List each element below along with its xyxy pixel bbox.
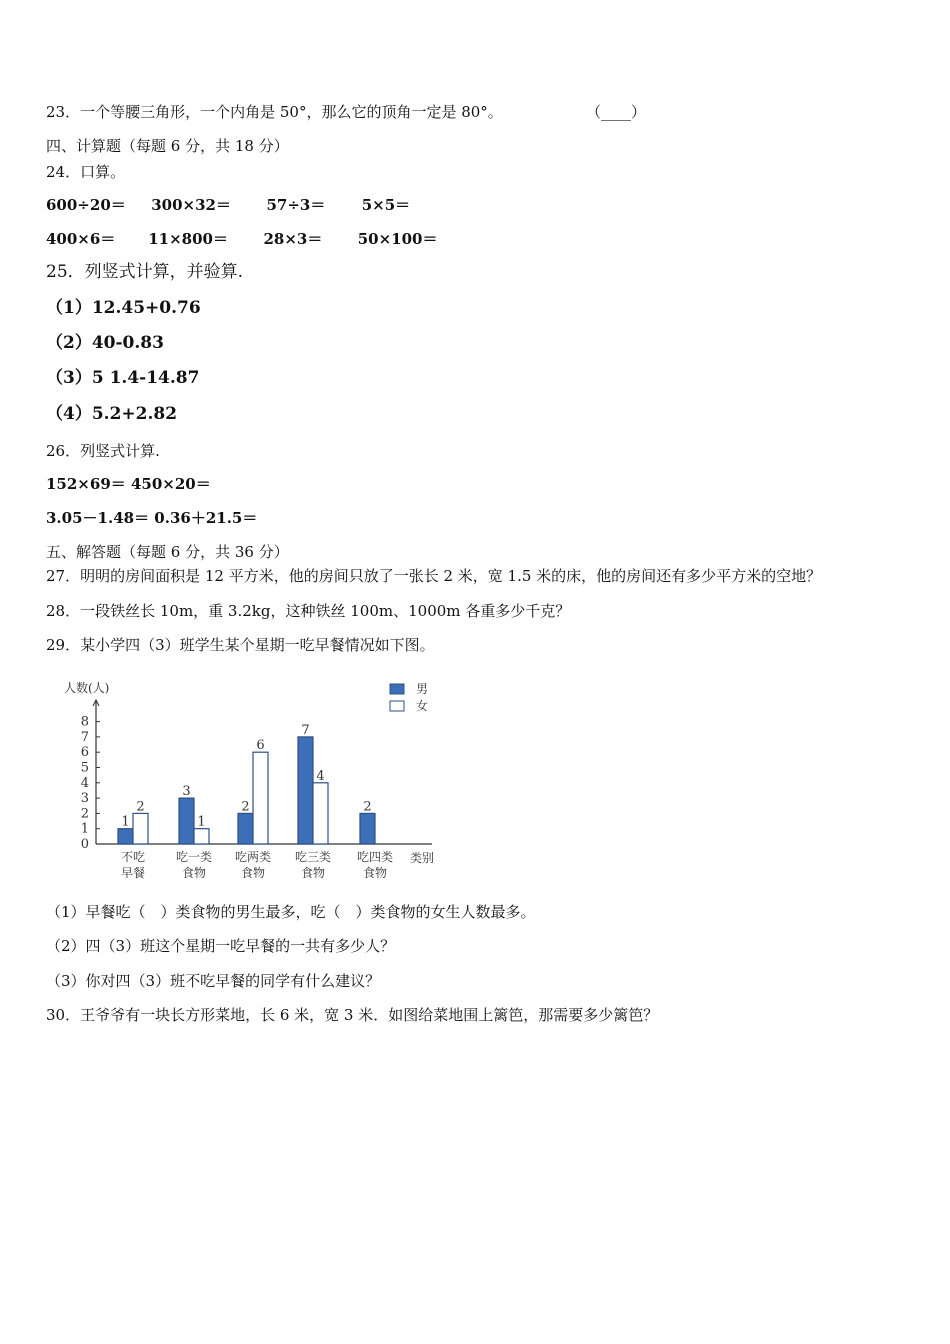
q24-row2 bbox=[46, 229, 437, 249]
q25-item-1: （1）12.45+0.76 bbox=[46, 298, 201, 318]
q24-row1 bbox=[46, 195, 410, 215]
x-category-label: 吃两类 bbox=[234, 850, 272, 864]
q23 bbox=[46, 102, 647, 122]
q25-item-3: （3）5 1.4-14.87 bbox=[46, 368, 200, 388]
q24-item: 5×5＝ bbox=[361, 196, 411, 214]
x-category-label: 食物 bbox=[362, 866, 388, 880]
bar-male bbox=[298, 737, 313, 844]
bar-value-label: 3 bbox=[182, 784, 191, 800]
q24-item: 57÷3＝ bbox=[266, 196, 326, 214]
bar-value-label: 2 bbox=[241, 799, 250, 815]
q29-sub2: （2）四（3）班这个星期一吃早餐的一共有多少人？ bbox=[46, 937, 396, 955]
y-tick-label: 5 bbox=[80, 760, 89, 776]
q24-item: 400×6＝ bbox=[46, 230, 116, 248]
q23-answer-blank[interactable]: （____） bbox=[586, 103, 647, 121]
y-tick-label: 4 bbox=[80, 775, 89, 791]
q23-text: 23．一个等腰三角形，一个内角是 50°，那么它的顶角一定是 80°。 bbox=[46, 103, 503, 121]
q24-item: 11×800＝ bbox=[148, 230, 228, 248]
bar-value-label: 7 bbox=[301, 722, 310, 738]
y-tick-label: 6 bbox=[80, 745, 89, 761]
legend-label: 女 bbox=[416, 699, 429, 713]
y-tick-label: 7 bbox=[80, 729, 89, 745]
y-tick-label: 1 bbox=[80, 821, 89, 837]
breakfast-bar-chart bbox=[60, 672, 450, 887]
q26-row1: 152×69＝ 450×20＝ bbox=[46, 475, 211, 493]
legend-swatch-female bbox=[390, 701, 404, 711]
q25-item-4: （4）5.2+2.82 bbox=[46, 404, 178, 424]
q24-item: 300×32＝ bbox=[151, 196, 231, 214]
x-category-label: 吃四类 bbox=[356, 850, 394, 864]
x-axis-label: 类别 bbox=[410, 851, 435, 865]
bar-female bbox=[313, 783, 328, 844]
q24-item: 50×100＝ bbox=[357, 230, 438, 248]
x-category-label: 食物 bbox=[181, 866, 207, 880]
bar-value-label: 2 bbox=[363, 799, 372, 815]
section5-heading: 五、解答题（每题 6 分，共 36 分） bbox=[46, 543, 289, 561]
y-tick-label: 8 bbox=[80, 714, 89, 730]
bar-female bbox=[253, 752, 268, 844]
q25-item-2: （2）40-0.83 bbox=[46, 333, 164, 353]
bar-value-label: 6 bbox=[256, 738, 265, 754]
x-category-label: 食物 bbox=[300, 866, 326, 880]
y-tick-label: 2 bbox=[80, 806, 89, 822]
bar-value-label: 1 bbox=[197, 814, 206, 830]
bar-male bbox=[179, 798, 194, 844]
section4-heading: 四、计算题（每题 6 分，共 18 分） bbox=[46, 137, 289, 155]
q26-row2: 3.05－1.48＝ 0.36＋21.5＝ bbox=[46, 509, 258, 527]
q28: 28．一段铁丝长 10m，重 3.2kg，这种铁丝 100m、1000m 各重多少千克？ bbox=[46, 602, 571, 620]
q25-title: 25．列竖式计算，并验算. bbox=[46, 262, 244, 282]
bar-female bbox=[133, 813, 148, 844]
bar-female bbox=[194, 829, 209, 844]
x-category-label: 早餐 bbox=[120, 866, 146, 880]
bar-male bbox=[238, 813, 253, 844]
q29-sub3: （3）你对四（3）班不吃早餐的同学有什么建议？ bbox=[46, 972, 381, 990]
q30: 30．王爷爷有一块长方形菜地，长 6 米，宽 3 米．如图给菜地围上篱笆，那需要多少篱笆？ bbox=[46, 1006, 659, 1024]
bar-male bbox=[118, 829, 133, 844]
legend-swatch-male bbox=[390, 684, 404, 694]
q29-title: 29．某小学四（3）班学生某个星期一吃早餐情况如下图。 bbox=[46, 636, 435, 654]
q24-title: 24．口算。 bbox=[46, 163, 126, 181]
y-axis-label: 人数(人) bbox=[64, 681, 110, 695]
bar-value-label: 4 bbox=[316, 768, 325, 784]
q27: 27．明明的房间面积是 12 平方米，他的房间只放了一张长 2 米，宽 1.5 米的床，他的房间还有多少平方米的空地？ bbox=[46, 567, 822, 585]
y-tick-label: 0 bbox=[80, 837, 89, 852]
bar-value-label: 1 bbox=[121, 814, 130, 830]
x-category-label: 吃一类 bbox=[175, 850, 213, 864]
x-category-label: 食物 bbox=[240, 866, 266, 880]
x-category-label: 不吃 bbox=[120, 850, 146, 864]
bar-male bbox=[360, 813, 375, 844]
legend-label: 男 bbox=[416, 682, 429, 696]
q26-title: 26．列竖式计算. bbox=[46, 442, 160, 460]
q24-item: 28×3＝ bbox=[263, 230, 323, 248]
q29-sub1: （1）早餐吃（ ）类食物的男生最多，吃（ ）类食物的女生人数最多。 bbox=[46, 903, 536, 921]
q24-item: 600÷20＝ bbox=[46, 196, 126, 214]
y-tick-label: 3 bbox=[80, 791, 89, 807]
bar-value-label: 2 bbox=[136, 799, 145, 815]
x-category-label: 吃三类 bbox=[294, 850, 332, 864]
